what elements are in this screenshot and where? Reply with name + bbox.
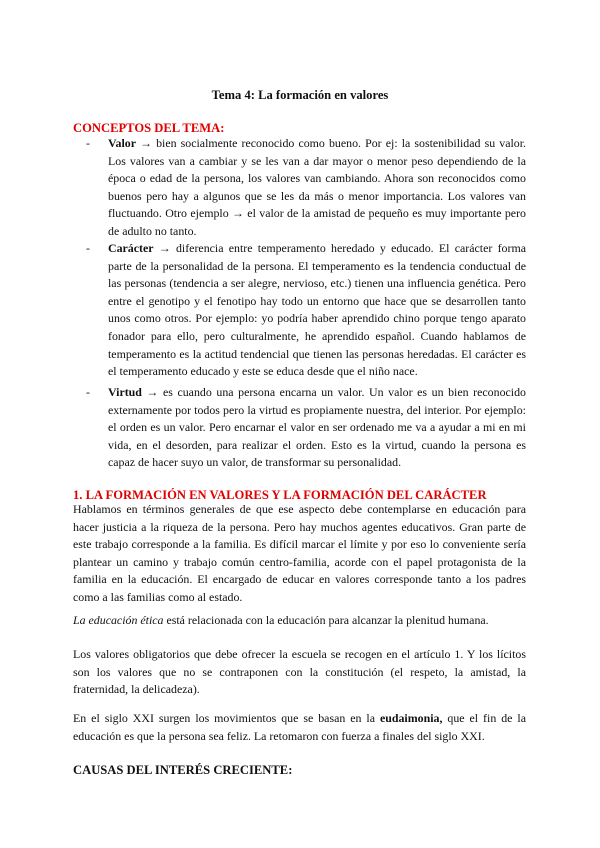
bullet-body: → es cuando una persona encarna un valor. Un valor es un bien reconocido externamente por todos pero la virtud es propiamente nuestra, del interior. Por ejemplo: el orden es un valor. Pero encarnar el valor en ser ordenado me va a ayudar a mi en mi vida, en el desorden, para realizar el orden. Esto es la virtud, cuando la persona es capaz de hacer suyo un valor, de transformar su personalidad. [108,385,526,470]
bullet-text [108,384,526,472]
bold-term: eudaimonia, [379,711,443,725]
bullet-virtud [86,384,526,472]
paragraph-valores-obligatorios: Los valores obligatorios que debe ofrecer la escuela se recogen en el artículo 1. Y los lícitos son los valores que no se contraponen con la constitución (el respeto, la amistad, la fraternidad, la delicadeza). [73,647,526,697]
bullet-valor [86,135,526,241]
causas-heading: CAUSAS DEL INTERÉS CRECIENTE: [73,763,293,777]
page-title: Tema 4: La formación en valores [211,88,389,102]
paragraph-eudaimonia: En el siglo XXI surgen los movimientos que se basan en la eudaimonia, que el fin de la educación es que la persona sea feliz. La retomaron con fuerza a finales del siglo XXI. [73,711,526,743]
bullet-caracter [86,240,526,381]
bullet-text [108,240,526,381]
bullet-dash: - [86,241,90,255]
bullet-term: Valor [108,136,136,150]
conceptos-heading: CONCEPTOS DEL TEMA: [73,121,225,135]
section-1-heading: 1. LA FORMACIÓN EN VALORES Y LA FORMACIÓN DEL CARÁCTER [73,488,487,502]
bullet-text [108,135,526,241]
bullet-dash: - [86,136,90,150]
italic-term: La educación ética [73,613,164,627]
bullet-body: → diferencia entre temperamento heredado y educado. El carácter forma parte de la personalidad de la persona. El temperamento es la tendencia conductual de las personas (tendencia a ser alegre, nervioso, etc.) tienen una influencia genética. Pero entre el genotipo y el fenotipo hay todo un entorno que hace que se desarrollen tanto unos como otros. Por ejemplo: yo podría haber aprendido chino porque tengo aparato fonador para ello, pero culturalmente, he aprendido español. Cuando hablamos de temperamento es la actitud tendencial que tienen las personas heredadas. El carácter es el temperamento educado y este se educa desde que el niño nace. [108,241,526,379]
paragraph-formacion: Hablamos en términos generales de que ese aspecto debe contemplarse en educación para hacer justicia a la riqueza de la persona. Pero hay muchos agentes educativos. Gran parte de este trabajo corresponde a la familia. Es difícil marcar el límite y por eso lo conveniente sería plantear un camino y trabajo común centro-familia, acorde con el papel protagonista de la familia en la educación. El encargado de educar en valores corresponde tanto a los padres como a las familias como al estado. [73,502,526,604]
bullet-body: → bien socialmente reconocido como bueno. Por ej: la sostenibilidad su valor. Los valores van a cambiar y se les van a dar mayor o menor peso dependiendo de la época o edad de la persona, los valores van cambiando. Ahora son reconocidos como buenos pero hay a algunos que se les da más o menor importancia. Los valores van fluctuando. Otro ejemplo → el valor de la amistad de pequeño es muy importante pero de adulto no tanto. [108,136,526,238]
bullet-term: Carácter [108,241,154,255]
bullet-dash: - [86,385,90,399]
paragraph-educacion-etica: La educación ética está relacionada con la educación para alcanzar la plenitud humana. [73,613,489,627]
bullet-term: Virtud [108,385,142,399]
